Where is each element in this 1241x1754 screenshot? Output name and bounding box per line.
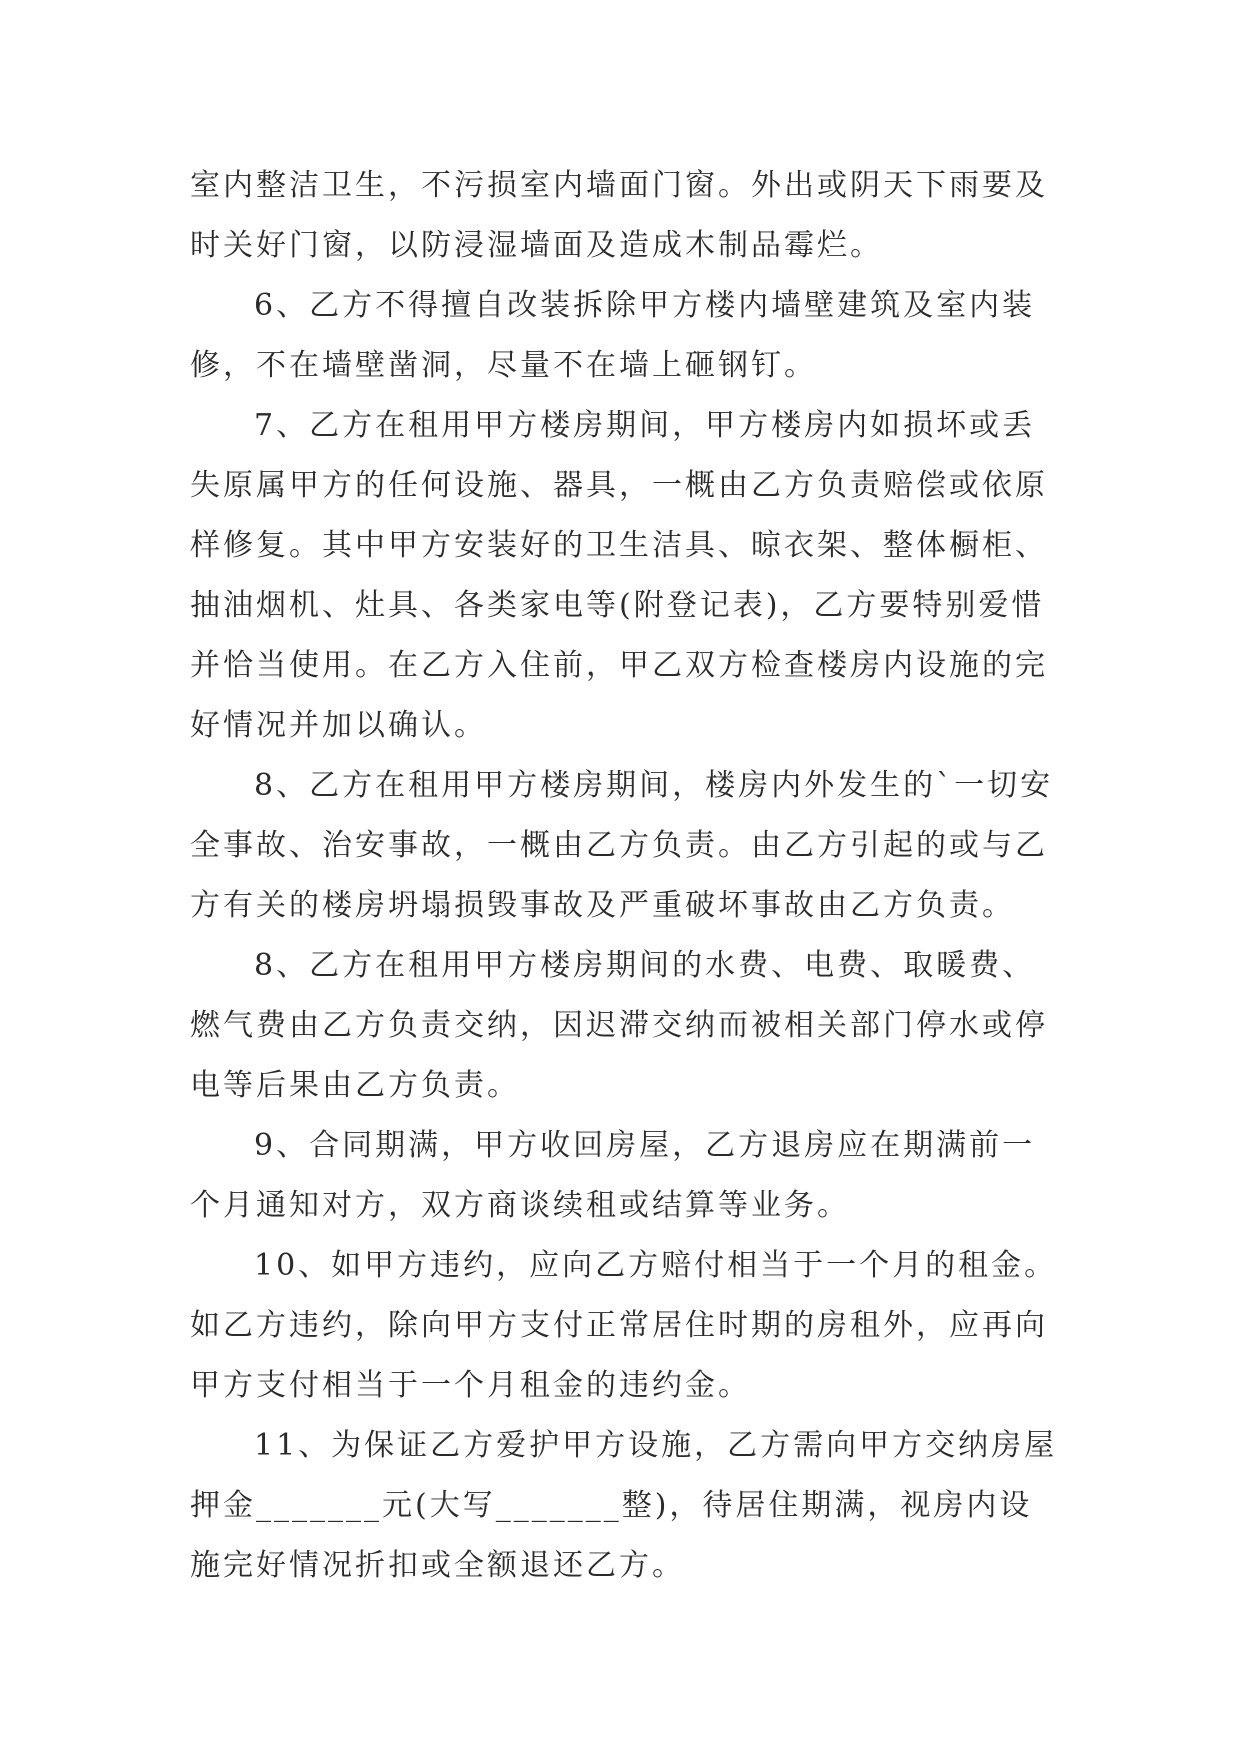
clause-6: 6、乙方不得擅自改装拆除甲方楼内墙壁建筑及室内装修，不在墙壁凿洞，尽量不在墙上砸钢钉。 [190, 288, 1036, 383]
clause-10: 10、如甲方违约，应向乙方赔付相当于一个月的租金。如乙方违约，除向甲方支付正常居住时期的房租外，应再向甲方支付相当于一个月租金的违约金。 [190, 1248, 1058, 1403]
clause-8-safety: 8、乙方在租用甲方楼房期间，楼房内外发生的`一切安全事故、治安事故，一概由乙方负责。由乙方引起的或与乙方有关的楼房坍塌损毁事故及严重破坏事故由乙方负责。 [190, 768, 1054, 923]
clause-11: 11、为保证乙方爱护甲方设施，乙方需向甲方交纳房屋押金_______元(大写_______整)，待居住期满，视房内设施完好情况折扣或全额退还乙方。 [190, 1428, 1058, 1583]
document-body [190, 156, 1060, 1596]
clause-7: 7、乙方在租用甲方楼房期间，甲方楼房内如损坏或丢失原属甲方的任何设施、器具，一概由乙方负责赔偿或依原样修复。其中甲方安装好的卫生洁具、晾衣架、整体橱柜、抽油烟机、灶具、各类家电等(附登记表)，乙方要特别爱惜并恰当使用。在乙方入住前，甲乙双方检查楼房内设施的完好情况并加以确认。 [190, 408, 1048, 743]
paragraph-continuation: 室内整洁卫生，不污损室内墙面门窗。外出或阴天下雨要及时关好门窗，以防浸湿墙面及造成木制品霉烂。 [190, 168, 1048, 263]
clause-9: 9、合同期满，甲方收回房屋，乙方退房应在期满前一个月通知对方，双方商谈续租或结算等业务。 [190, 1128, 1036, 1223]
clause-8-utilities: 8、乙方在租用甲方楼房期间的水费、电费、取暖费、燃气费由乙方负责交纳，因迟滞交纳而被相关部门停水或停电等后果由乙方负责。 [190, 948, 1048, 1103]
